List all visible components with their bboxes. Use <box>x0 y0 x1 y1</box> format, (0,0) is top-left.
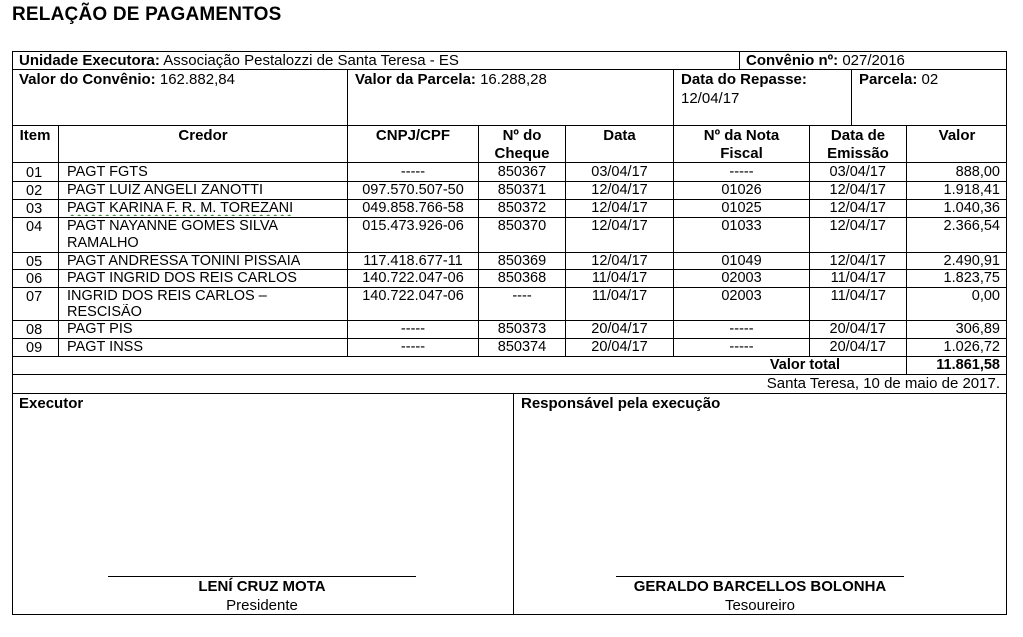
cell-data: 12/04/17 <box>591 200 648 216</box>
header-cheque-line2: Cheque <box>494 145 550 162</box>
divider <box>12 125 1007 126</box>
divider <box>347 69 348 125</box>
executor-role: Presidente <box>226 597 298 614</box>
cell-item: 01 <box>26 165 43 181</box>
row-divider <box>12 162 1007 163</box>
total-value: 11.861,58 <box>936 357 1000 373</box>
cell-credor: PAGT INSS <box>67 339 144 355</box>
cell-nota: 01049 <box>721 253 762 269</box>
parcela-value: 02 <box>921 71 939 88</box>
row-divider <box>12 356 1007 357</box>
cell-cnpj: ----- <box>400 339 426 355</box>
valor-convenio-value: 162.882,84 <box>159 71 235 88</box>
cell-emissao: 12/04/17 <box>829 218 886 234</box>
cell-credor: PAGT ANDRESSA TONINI PISSAIA <box>67 253 301 269</box>
cell-data: 03/04/17 <box>591 164 648 180</box>
unidade-field <box>19 52 459 69</box>
place-date: Santa Teresa, 10 de maio de 2017. <box>766 376 1000 392</box>
cell-cheque: 850368 <box>497 270 547 286</box>
cell-emissao: 11/04/17 <box>830 270 886 286</box>
page-title: RELAÇÃO DE PAGAMENTOS <box>12 4 282 25</box>
cell-cheque: 850372 <box>497 200 547 216</box>
cell-valor: 2.366,54 <box>943 218 1000 234</box>
cell-nota: 02003 <box>721 288 762 304</box>
cell-cnpj: ----- <box>400 321 426 337</box>
cell-emissao: 12/04/17 <box>829 182 886 198</box>
header-cnpj: CNPJ/CPF <box>375 127 451 144</box>
parcela-field <box>859 71 938 88</box>
valor-parcela-label: Valor da Parcela: <box>355 71 476 88</box>
header-credor: Credor <box>178 127 228 144</box>
cell-valor: 0,00 <box>971 288 1000 304</box>
cell-data: 20/04/17 <box>591 321 648 337</box>
col-divider <box>58 125 59 356</box>
cell-cheque: 850371 <box>497 182 547 198</box>
cell-valor: 2.490,91 <box>943 253 1000 269</box>
cell-emissao: 11/04/17 <box>830 288 886 304</box>
valor-parcela-value: 16.288,28 <box>480 71 547 88</box>
cell-valor: 306,89 <box>955 321 1000 337</box>
cell-valor: 1.026,72 <box>943 339 1000 355</box>
cell-data: 12/04/17 <box>591 182 648 198</box>
cell-cnpj: 097.570.507-50 <box>362 182 464 198</box>
cell-item: 06 <box>26 271 43 287</box>
cell-cheque: 850373 <box>497 321 547 337</box>
header-nota <box>674 127 809 163</box>
header-valor: Valor <box>938 127 976 144</box>
total-label: Valor total <box>769 357 840 373</box>
header-cheque-line1: Nº do <box>502 127 542 144</box>
cell-cheque: 850367 <box>497 164 547 180</box>
cell-credor-line2: RAMALHO <box>67 235 139 251</box>
executor-label: Executor <box>19 395 84 412</box>
convenio-label: Convênio nº: <box>746 52 839 69</box>
cell-credor-line2: RESCISÃO <box>67 304 142 320</box>
divider <box>513 393 514 615</box>
cell-data: 11/04/17 <box>591 288 648 304</box>
cell-emissao: 12/04/17 <box>829 253 886 269</box>
unidade-value: Associação Pestalozzi de Santa Teresa - ES <box>163 52 459 69</box>
cell-cnpj: 140.722.047-06 <box>362 288 464 304</box>
cell-cheque: 850369 <box>497 253 547 269</box>
cell-credor-text: PAGT KARINA F. R. M. TOREZANI <box>67 200 294 216</box>
data-repasse-value: 12/04/17 <box>681 90 740 107</box>
cell-nota: 01026 <box>721 182 762 198</box>
cell-nota: ----- <box>729 164 754 180</box>
cell-valor: 1.823,75 <box>943 270 1000 286</box>
cell-credor <box>67 200 293 216</box>
row-divider <box>12 393 1007 394</box>
cell-nota: 02003 <box>721 270 762 286</box>
cell-emissao: 20/04/17 <box>829 321 886 337</box>
cell-nota: 01025 <box>721 200 762 216</box>
divider <box>673 69 674 125</box>
parcela-label: Parcela: <box>859 71 918 88</box>
row-divider <box>12 374 1007 375</box>
cell-cheque: ---- <box>512 288 532 304</box>
divider <box>739 51 740 69</box>
cell-emissao: 20/04/17 <box>829 339 886 355</box>
cell-credor: INGRID DOS REIS CARLOS – <box>67 288 267 304</box>
cell-item: 03 <box>26 201 43 217</box>
header-item: Item <box>19 127 51 144</box>
cell-cheque: 850370 <box>497 218 547 234</box>
convenio-value: 027/2016 <box>842 52 905 69</box>
unidade-label: Unidade Executora: <box>19 52 160 69</box>
cell-credor: PAGT FGTS <box>67 164 148 180</box>
responsavel-label: Responsável pela execução <box>521 395 721 412</box>
responsavel-role: Tesoureiro <box>724 597 796 614</box>
cell-data: 12/04/17 <box>591 253 648 269</box>
divider <box>851 69 852 125</box>
cell-cnpj: 117.418.677-11 <box>363 253 463 269</box>
convenio-field <box>746 52 905 69</box>
cell-nota: ----- <box>729 339 754 355</box>
header-data: Data <box>603 127 636 144</box>
cell-cnpj: 015.473.926-06 <box>362 218 464 234</box>
cell-credor: PAGT LUIZ ANGELI ZANOTTI <box>67 182 264 198</box>
cell-data: 20/04/17 <box>591 339 648 355</box>
header-emissao <box>810 127 906 163</box>
header-emissao-line1: Data de <box>830 127 886 144</box>
header-cheque <box>479 127 565 163</box>
data-repasse-label: Data do Repasse: <box>681 71 807 88</box>
cell-emissao: 12/04/17 <box>829 200 886 216</box>
cell-nota: 01033 <box>721 218 762 234</box>
divider <box>12 69 1007 70</box>
cell-item: 08 <box>26 322 43 338</box>
cell-data: 12/04/17 <box>591 218 648 234</box>
cell-credor: PAGT PIS <box>67 321 133 337</box>
valor-convenio-label: Valor do Convênio: <box>19 71 156 88</box>
cell-cheque: 850374 <box>497 339 547 355</box>
cell-credor: PAGT INGRID DOS REIS CARLOS <box>67 270 297 286</box>
valor-parcela-field <box>355 71 547 88</box>
cell-valor: 1.918,41 <box>943 182 1000 198</box>
header-emissao-line2: Emissão <box>827 145 889 162</box>
valor-convenio-field <box>19 71 235 88</box>
cell-item: 09 <box>26 340 43 356</box>
cell-cnpj: ----- <box>400 164 426 180</box>
header-nota-line1: Nº da Nota <box>703 127 780 144</box>
cell-emissao: 03/04/17 <box>829 164 886 180</box>
responsavel-name: GERALDO BARCELLOS BOLONHA <box>633 578 887 595</box>
cell-item: 05 <box>26 254 43 270</box>
cell-data: 11/04/17 <box>591 270 648 286</box>
cell-valor: 888,00 <box>955 164 1000 180</box>
cell-item: 04 <box>26 219 43 235</box>
cell-item: 02 <box>26 183 43 199</box>
cell-credor: PAGT NAYANNE GOMES SILVA <box>67 218 279 234</box>
cell-item: 07 <box>26 289 43 305</box>
cell-cnpj: 049.858.766-58 <box>362 200 464 216</box>
cell-valor: 1.040,36 <box>943 200 1000 216</box>
executor-name: LENÍ CRUZ MOTA <box>198 578 326 595</box>
cell-cnpj: 140.722.047-06 <box>362 270 464 286</box>
header-nota-line2: Fiscal <box>720 145 763 162</box>
cell-nota: ----- <box>729 321 754 337</box>
